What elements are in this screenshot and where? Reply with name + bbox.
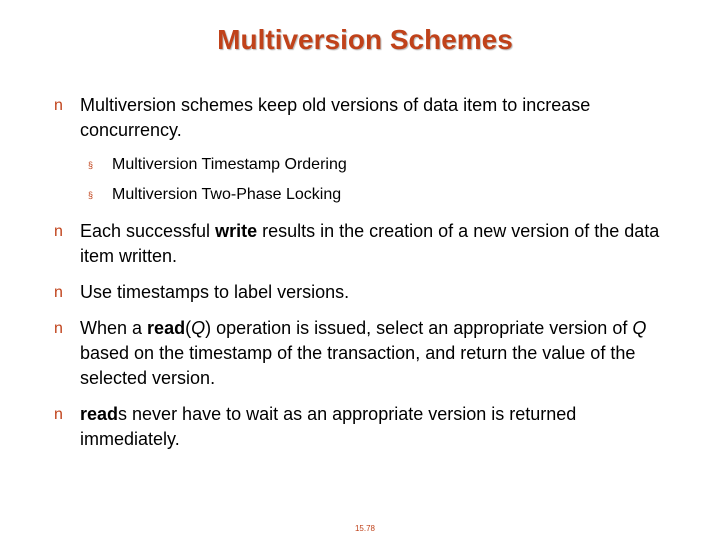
bullet-text-bold: read [80,404,119,424]
bullet-text-bold: read [147,318,186,338]
sub-bullet-marker-icon: § [88,190,94,200]
bullet-text: Use timestamps to label versions. [80,282,350,302]
bullet-marker-icon: n [54,223,63,240]
sub-bullet-marker-icon: § [88,160,94,170]
page-number: 15.78 [354,524,376,533]
bullet-marker-icon: n [54,406,63,423]
sub-bullet-list [50,155,660,205]
bullet-text-italic: Q [191,318,206,338]
bullet-text-pre: When a [80,318,148,338]
bullet-text-bold: write [215,221,258,241]
bullet-text-italic-2: Q [632,318,647,338]
sub-bullet-item [50,155,660,175]
bullet-text-post: s never have to wait as an appropriate version is returned immediately. [80,404,577,449]
slide-content [50,93,660,463]
bullet-text-post: results in the creation of a new version of the data item written. [80,221,660,266]
bullet-marker-icon: n [54,284,63,301]
bullet-item [50,402,660,452]
bullet-text-paren: ( [185,318,192,338]
slide-title: Multiversion Schemes [217,24,513,55]
sub-bullet-text: Multiversion Timestamp Ordering [112,156,347,173]
bullet-item [50,316,660,391]
bullet-item [50,280,660,305]
bullet-text: Multiversion schemes keep old versions of data item to increase concurrency. [80,95,591,140]
bullet-marker-icon: n [54,97,63,114]
bullet-text-post: based on the timestamp of the transaction, and return the value of the selected version. [80,343,636,388]
bullet-text-mid: ) operation is issued, select an appropriate version of [205,318,633,338]
sub-bullet-text: Multiversion Two-Phase Locking [112,186,342,203]
bullet-text-pre: Each successful [80,221,216,241]
bullet-item [50,93,660,143]
bullet-item [50,219,660,269]
sub-bullet-item [50,185,660,205]
bullet-marker-icon: n [54,320,63,337]
